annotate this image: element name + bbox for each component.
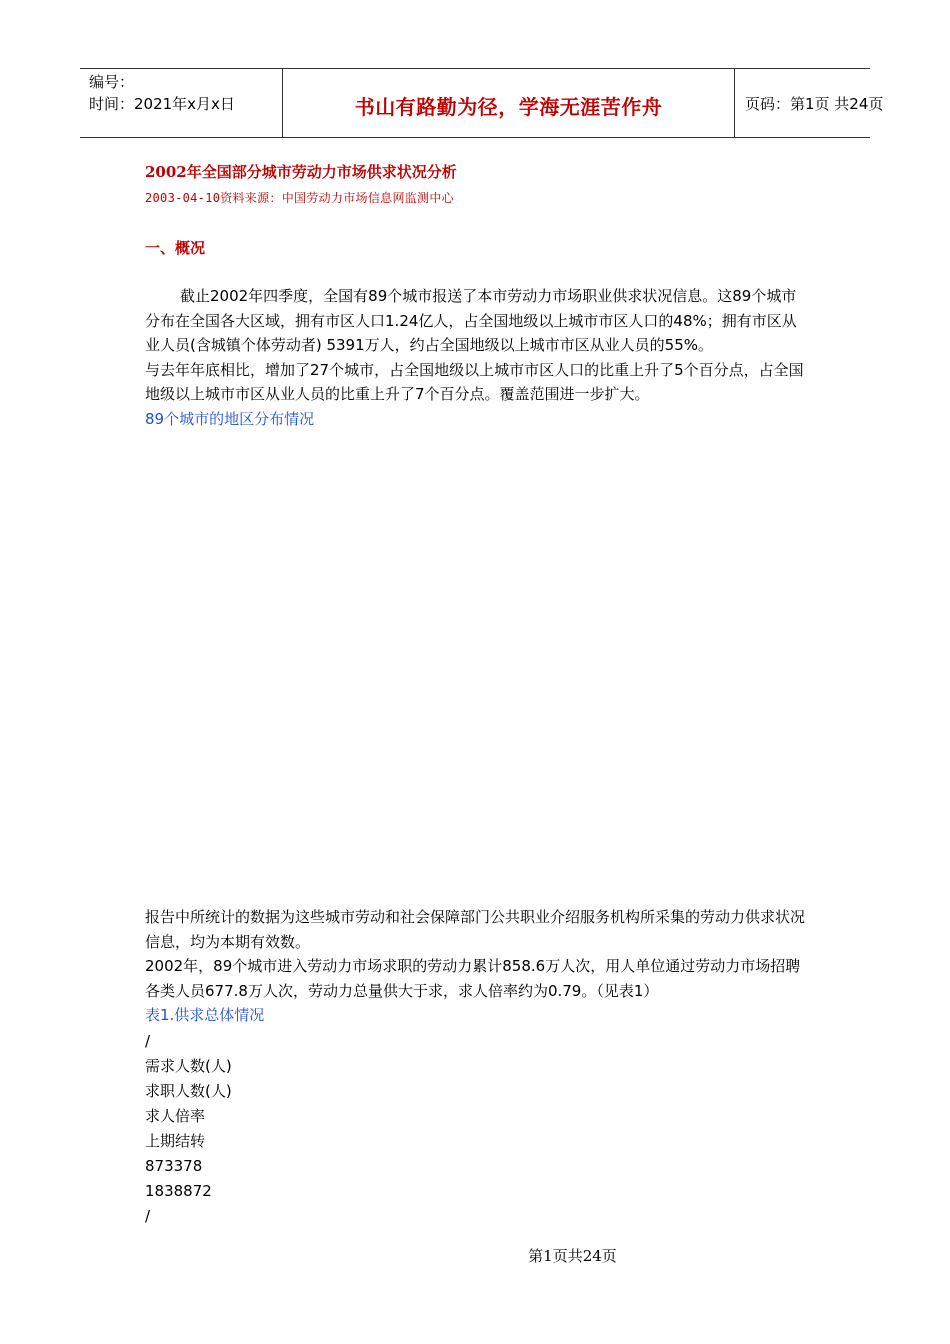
page-header bbox=[80, 68, 884, 138]
doc-number-label: 编号： bbox=[89, 73, 135, 91]
table-cell: 上期结转 bbox=[145, 1132, 206, 1150]
section-heading-overview: 一、概况 bbox=[145, 239, 206, 257]
paragraph-supply-demand: 2002年，89个城市进入劳动力市场求职的劳动力累计858.6万人次，用人单位通过劳动力市场招聘各类人员677.8万人次，劳动力总量供大于求，求人倍率约为0.79。（见表1） bbox=[145, 957, 801, 1000]
article-title: 2002年全国部分城市劳动力市场供求状况分析 bbox=[145, 163, 457, 181]
header-page-info: 页码：第1页 共24页 bbox=[745, 95, 884, 113]
header-left-cell bbox=[80, 69, 282, 137]
page-footer: 第1页共24页 bbox=[528, 1247, 617, 1265]
header-motto: 书山有路勤为径，学海无涯苦作舟 bbox=[354, 95, 663, 119]
doc-date-label: 时间：2021年x月x日 bbox=[89, 95, 235, 113]
paragraph-data-source: 报告中所统计的数据为这些城市劳动和社会保障部门公共职业介绍服务机构所采集的劳动力供求状况信息，均为本期有效数。 bbox=[145, 908, 806, 951]
table1-link[interactable]: 表1.供求总体情况 bbox=[145, 1006, 265, 1024]
article-source: 2003-04-10资料来源：中国劳动力市场信息网监测中心 bbox=[145, 191, 454, 205]
statistics-text bbox=[145, 905, 810, 1028]
header-page-cell bbox=[735, 69, 884, 137]
header-motto-cell bbox=[282, 69, 735, 137]
table-cell: / bbox=[145, 1207, 151, 1225]
table-cell: 1838872 bbox=[145, 1182, 212, 1200]
table-cell: 873378 bbox=[145, 1157, 203, 1175]
table-cell: / bbox=[145, 1032, 151, 1050]
table-cell: 求人倍率 bbox=[145, 1107, 206, 1125]
city-distribution-link[interactable]: 89个城市的地区分布情况 bbox=[145, 409, 315, 428]
table-cell: 需求人数(人) bbox=[145, 1057, 232, 1075]
table1-content bbox=[145, 1029, 232, 1229]
overview-text bbox=[145, 284, 810, 431]
paragraph-comparison: 与去年年底相比，增加了27个城市，占全国地级以上城市市区人口的比重上升了5个百分点，占全国地级以上城市市区从业人员的比重上升了7个百分点。覆盖范围进一步扩大。 bbox=[145, 360, 804, 403]
paragraph-coverage: 截止2002年四季度，全国有89个城市报送了本市劳动力市场职业供求状况信息。这89个城市分布在全国各大区域，拥有市区人口1.24亿人，占全国地级以上城市市区人口的48%；拥有市区从业人员(含城镇个体劳动者) 5391万人，约占全国地级以上城市市区从业人员的55%。 bbox=[145, 287, 797, 354]
table-cell: 求职人数(人) bbox=[145, 1082, 232, 1100]
